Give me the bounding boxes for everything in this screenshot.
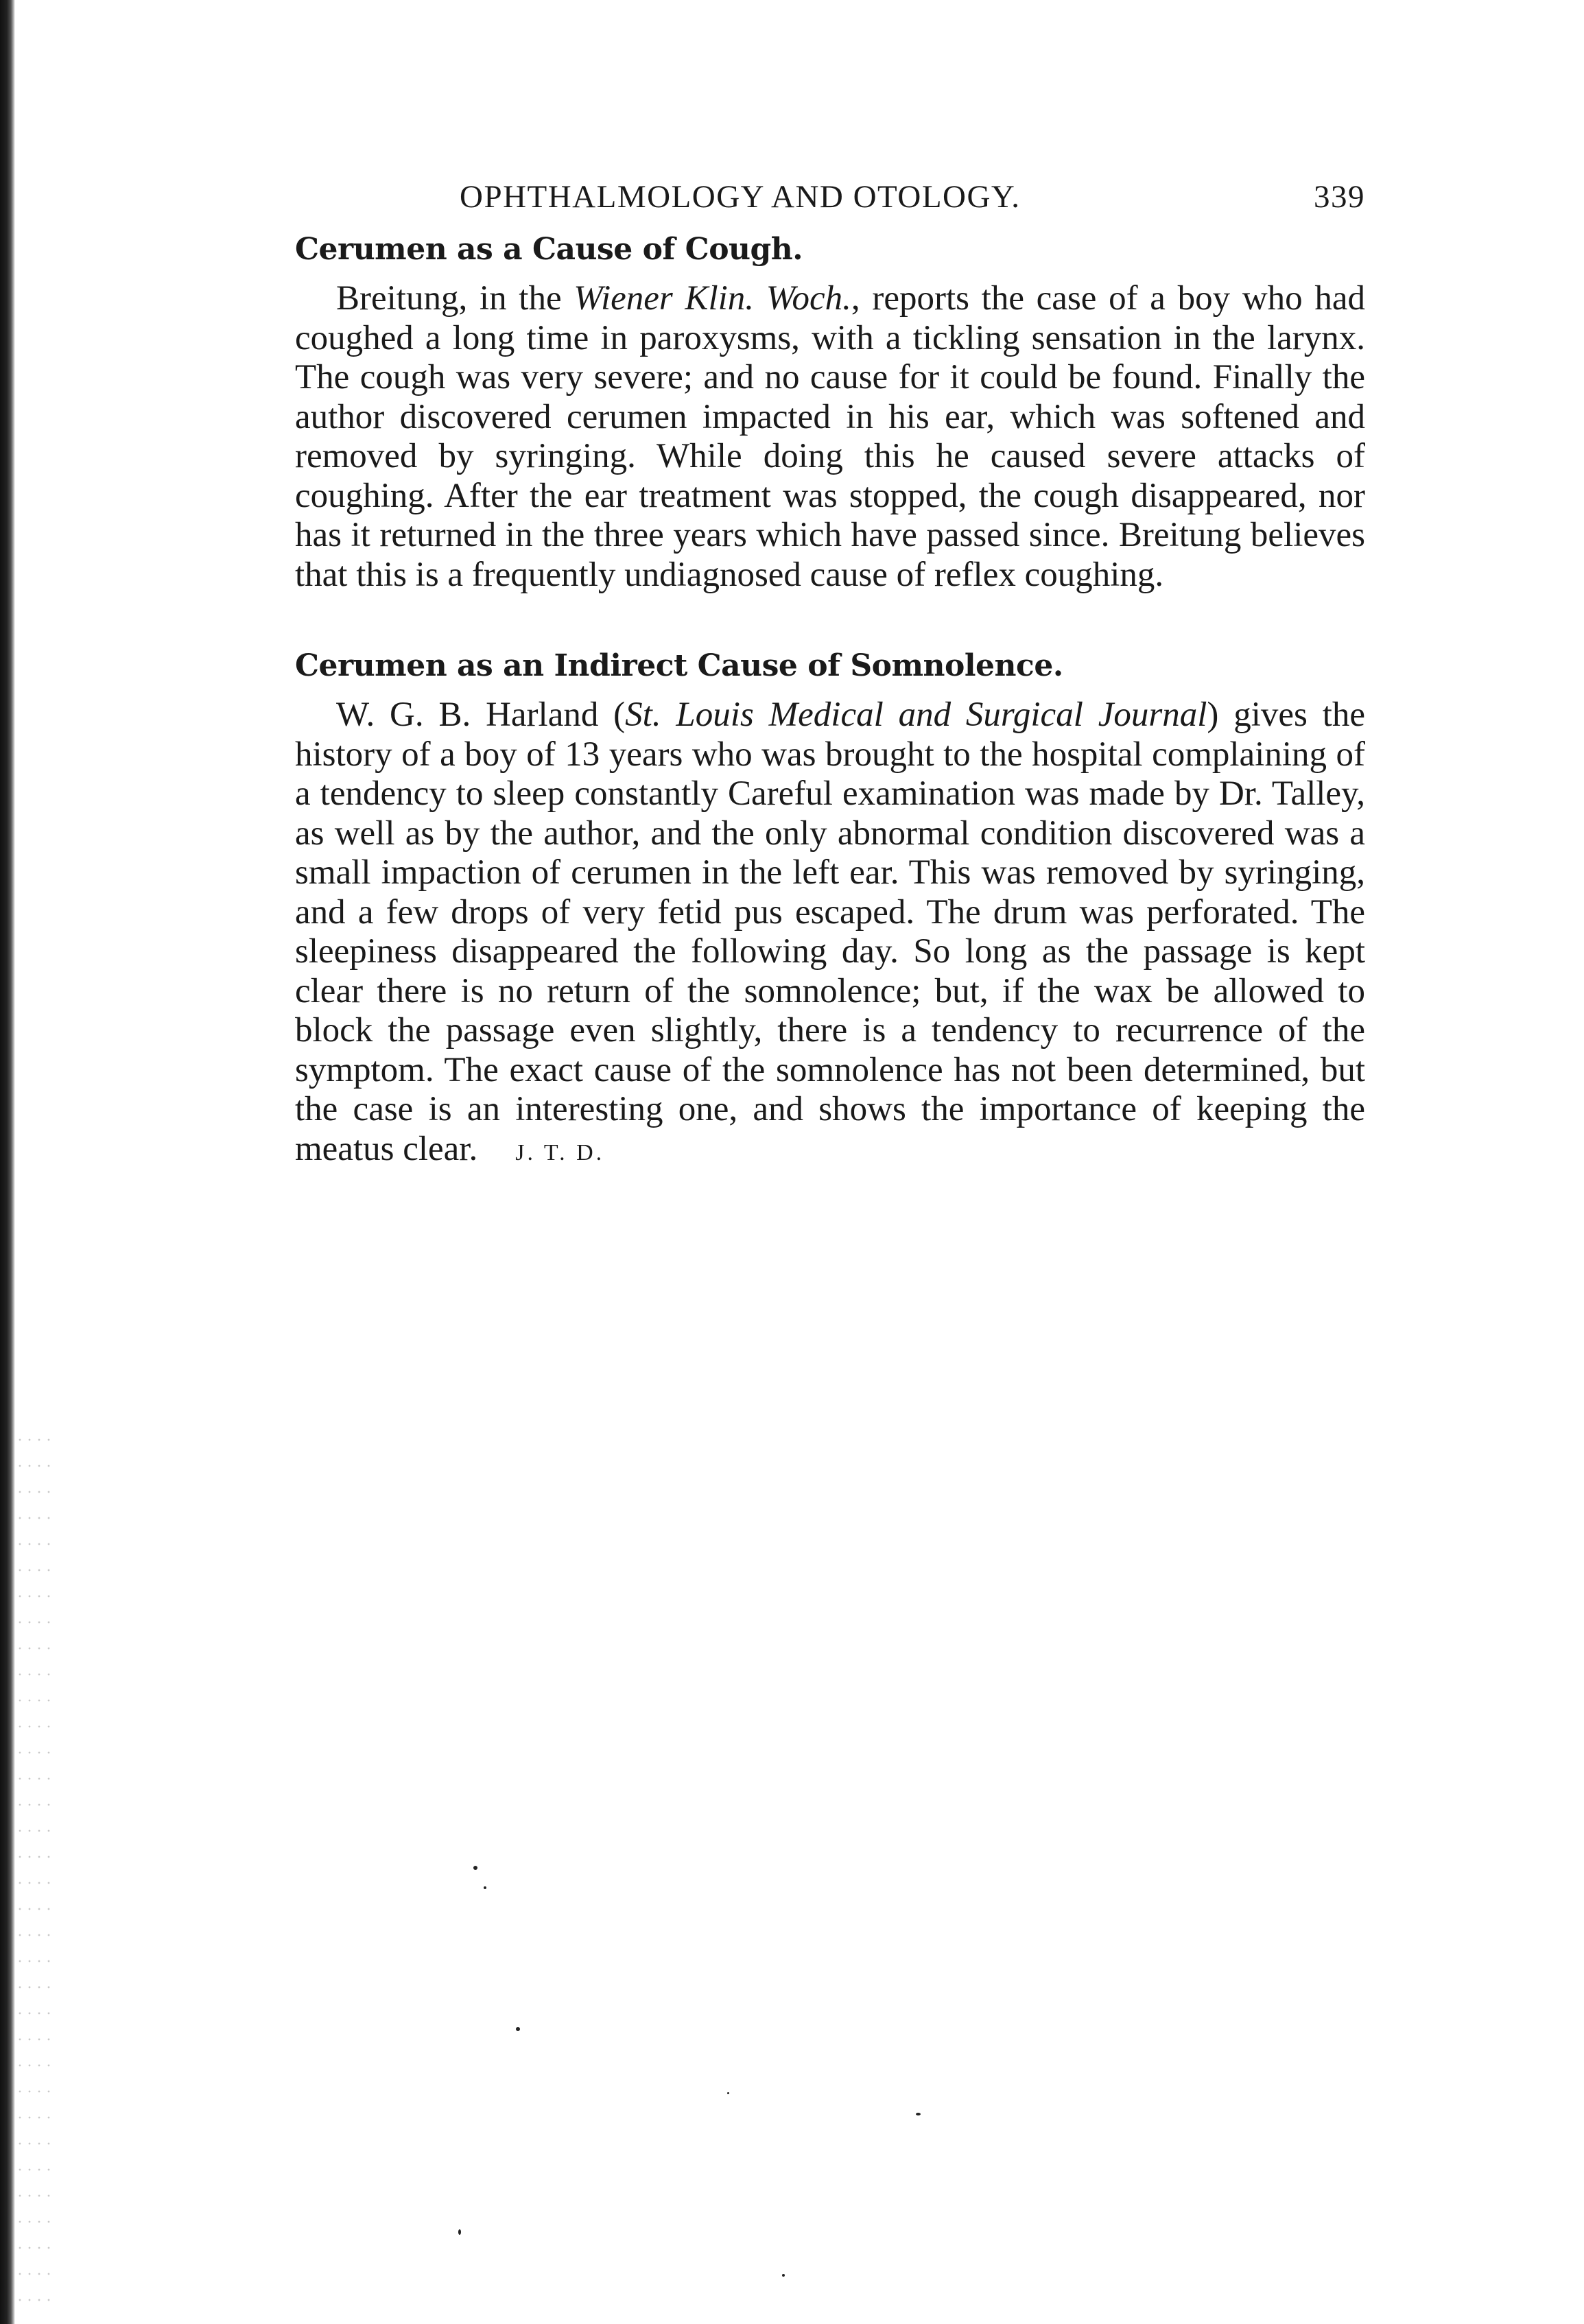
paper-speck [727, 2092, 729, 2094]
paper-speck [484, 1886, 486, 1889]
paragraph-text: W. G. B. Harland ( [336, 696, 626, 734]
page-number: 339 [1314, 179, 1365, 215]
paragraph-text: , reports the case of a boy who had coughed a long time in paroxysms, with a tickling sensation in the larynx. The cough was very severe; and no cause for it could be found. Finally the author discovered cerumen impacted in his ear, which was softened and removed by syringing. While doing this he caused severe attacks of coughing. After the ear treatment was stopped, the cough disappeared, nor has it returned in the three years which have passed since. Breitung believes that this is a frequently undiagnosed cause of reflex coughing. [295, 279, 1365, 594]
paragraph-text: ) gives the history of a boy of 13 years who was brought to the hospital complaining of a tendency to sleep constantly Careful examination was made by Dr. Talley, as well as by the author, and the only abnormal condition discovered was a small impaction of cerumen in the left ear. This was removed by syringing, and a few drops of very fetid pus escaped. The drum was perforated. The sleepiness disappeared the following day. So long as the passage is kept clear there is no return of the somnolence; but, if the wax be allowed to block the passage even slightly, there is a tendency to recurrence of the symptom. The exact cause of the somnolence has not been determined, but the case is an interesting one, and shows the importance of keeping the meatus clear. [295, 696, 1366, 1168]
running-head [295, 178, 1365, 226]
paper-speck [916, 2113, 921, 2115]
page-binding-edge [0, 0, 15, 2324]
section-paragraph-somnolence [295, 696, 1365, 1172]
journal-title: Wiener Klin. Woch. [574, 279, 851, 318]
paper-speck [458, 2229, 461, 2235]
section-cough [295, 232, 1365, 595]
author-signature: J. T. D. [515, 1139, 605, 1165]
paper-speck [516, 2027, 520, 2031]
paper-speck [473, 1866, 477, 1870]
paper-speck [782, 2274, 785, 2277]
book-page [295, 178, 1365, 1172]
section-somnolence [295, 648, 1365, 1172]
running-head-title: OPHTHALMOLOGY AND OTOLOGY. [460, 179, 1021, 215]
section-heading-cough: Cerumen as a Cause of Cough. [295, 232, 803, 267]
section-paragraph-cough [295, 279, 1365, 595]
binding-specks [15, 1427, 56, 2319]
paragraph-text: Breitung, in the [336, 279, 574, 318]
journal-title: St. Louis Medical and Surgical Journal [625, 696, 1207, 734]
section-heading-somnolence: Cerumen as an Indirect Cause of Somnolence. [295, 648, 1063, 683]
